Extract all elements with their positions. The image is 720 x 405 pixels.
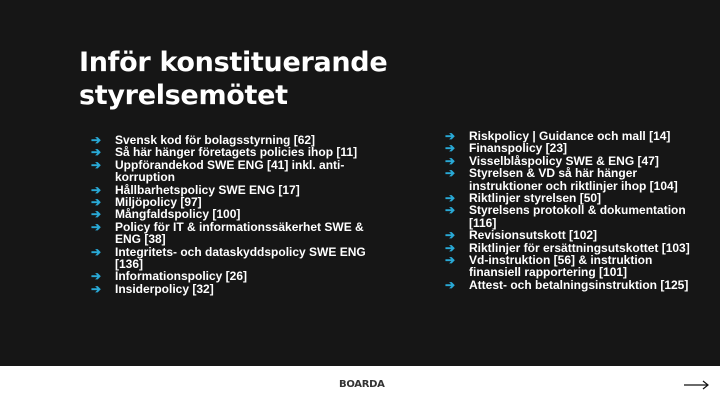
arrow-bullet-icon: ➔ [91, 281, 102, 296]
left-bullet-list [91, 134, 391, 295]
arrow-bullet-icon: ➔ [91, 244, 102, 259]
arrow-bullet-icon: ➔ [445, 191, 456, 206]
boarda-logo: BOARDA [339, 379, 385, 390]
arrow-bullet-icon: ➔ [445, 203, 456, 218]
list-item [91, 246, 391, 271]
list-item-text: Uppförandekod SWE ENG [41] inkl. anti-korruption [115, 157, 345, 185]
slide-title: Inför konstituerande styrelsemötet [79, 47, 388, 111]
arrow-bullet-icon: ➔ [91, 157, 102, 172]
list-item-text: Styrelsen & VD så här hänger instruktioner och riktlinjer ihop [104] [469, 166, 678, 193]
arrow-bullet-icon: ➔ [91, 182, 102, 197]
arrow-bullet-icon: ➔ [445, 277, 456, 292]
list-item-text: Riskpolicy | Guidance och mall [14] [469, 129, 671, 143]
list-item-text: Finanspolicy [23] [469, 141, 568, 156]
list-item [91, 221, 391, 246]
list-item [445, 204, 695, 229]
list-item [91, 159, 391, 184]
list-item-text: Svensk kod för bolagsstyrning [62] [115, 133, 316, 147]
arrow-bullet-icon: ➔ [91, 145, 102, 160]
arrow-bullet-icon: ➔ [91, 219, 102, 234]
arrow-bullet-icon: ➔ [445, 153, 456, 168]
list-item [445, 279, 695, 291]
list-item-text: Hållbarhetspolicy SWE ENG [17] [115, 182, 300, 197]
list-item-text: Miljöpolicy [97] [115, 195, 202, 210]
list-item-text: Informationspolicy [26] [115, 269, 248, 284]
arrow-bullet-icon: ➔ [445, 253, 456, 268]
right-bullet-list [445, 130, 695, 291]
arrow-bullet-icon: ➔ [445, 228, 456, 243]
list-item [445, 254, 695, 279]
list-item-text: Så här hänger företagets policies ihop [11] [115, 145, 358, 160]
list-item-text: Attest- och betalningsinstruktion [125] [469, 277, 689, 292]
list-item-text: Styrelsens protokoll & dokumentation [116] [469, 203, 686, 230]
list-item-text: Integritets- och dataskyddspolicy SWE ENG [136] [115, 244, 366, 272]
arrow-bullet-icon: ➔ [445, 166, 456, 181]
list-item [91, 283, 391, 295]
list-item-text: Insiderpolicy [32] [115, 281, 214, 296]
list-item-text: Riktlinjer för ersättningsutskottet [103] [469, 240, 690, 255]
arrow-bullet-icon: ➔ [445, 129, 456, 143]
arrow-bullet-icon: ➔ [445, 240, 456, 255]
arrow-bullet-icon: ➔ [445, 141, 456, 156]
arrow-right-icon [683, 375, 711, 395]
next-slide-button[interactable] [683, 375, 711, 395]
list-item-text: Revisionsutskott [102] [469, 228, 598, 243]
list-item-text: Mångfaldspolicy [100] [115, 207, 241, 222]
list-item [445, 167, 695, 192]
arrow-bullet-icon: ➔ [91, 207, 102, 222]
arrow-bullet-icon: ➔ [91, 195, 102, 210]
list-item-text: Riktlinjer styrelsen [50] [469, 191, 602, 206]
list-item-text: Vd-instruktion [56] & instruktion finansiell rapportering [101] [469, 253, 653, 280]
list-item-text: Policy för IT & informationssäkerhet SWE & ENG [38] [115, 219, 364, 247]
arrow-bullet-icon: ➔ [91, 269, 102, 284]
list-item-text: Visselblåspolicy SWE & ENG [47] [469, 153, 659, 168]
arrow-bullet-icon: ➔ [91, 133, 102, 147]
slide-footer [0, 366, 720, 405]
